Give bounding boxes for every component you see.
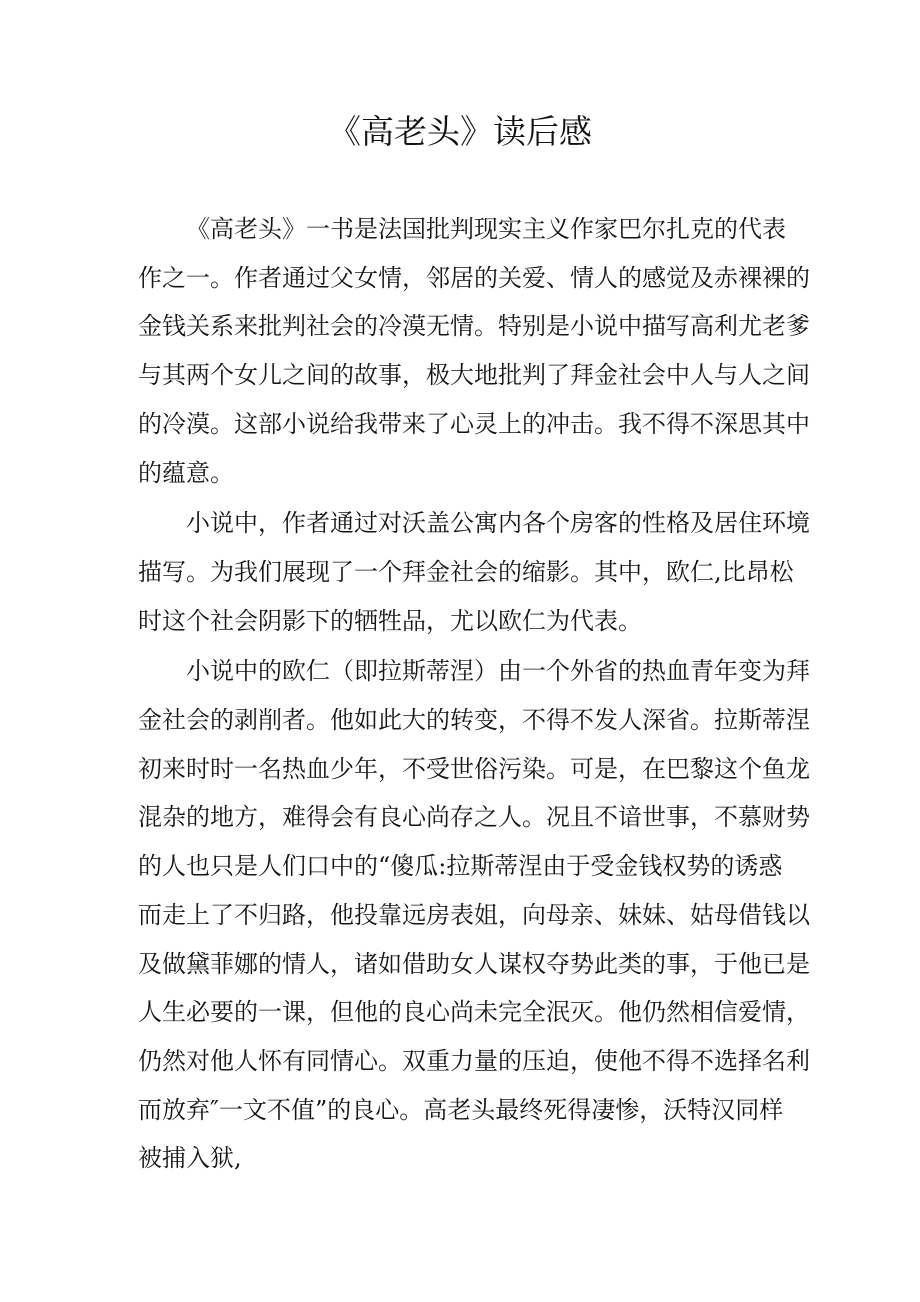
paragraph-line: 与其两个女儿之间的故事，极大地批判了拜金社会中人与人之间: [138, 361, 810, 390]
paragraph-line: 的人也只是人们口中的“傻瓜:拉斯蒂涅由于受金钱权势的诱惑: [138, 852, 783, 881]
paragraph-line: 金社会的剥削者。他如此大的转变，不得不发人深省。拉斯蒂涅: [138, 706, 810, 735]
paragraph-line: 被捕入狱,: [138, 1144, 242, 1173]
paragraph-1: [138, 205, 810, 497]
paragraph-line: 的冷漠。这部小说给我带来了心灵上的冲击。我不得不深思其中: [138, 409, 810, 438]
paragraph-line: 而放弃″一文不值”的良心。高老头最终死得凄惨，沃特汉同样: [138, 1095, 784, 1124]
paragraph-line: 小说中的欧仁（即拉斯蒂涅）由一个外省的热血青年变为拜: [186, 657, 810, 686]
paragraph-line: 及做黛菲娜的情人，诸如借助女人谋权夺势此类的事，于他已是: [138, 949, 810, 978]
paragraph-line: 初来时时一名热血少年，不受世俗污染。可是，在巴黎这个鱼龙: [138, 754, 810, 783]
paragraph-line: 时这个社会阴影下的牺牲品，尤以欧仁为代表。: [138, 606, 642, 635]
paragraph-line: 仍然对他人怀有同情心。双重力量的压迫，使他不得不选择名利: [138, 1046, 810, 1075]
paragraph-line: 的蕴意。: [138, 458, 234, 487]
paragraph-line: 金钱关系来批判社会的冷漠无情。特别是小说中描写高利尤老爹: [138, 312, 810, 341]
document-title: 《高老头》读后感: [328, 112, 592, 151]
paragraph-line: 而走上了不归路，他投靠远房表姐，向母亲、妹妹、姑母借钱以: [138, 900, 810, 929]
document-body: [138, 205, 810, 1185]
paragraph-line: 作之一。作者通过父女情，邻居的关爱、情人的感觉及赤裸裸的: [138, 263, 810, 292]
paragraph-line: 混杂的地方，难得会有良心尚存之人。况且不谙世事，不慕财势: [138, 803, 810, 832]
paragraph-3: [138, 647, 810, 1183]
paragraph-line: 《高老头》一书是法国批判现实主义作家巴尔扎克的代表: [186, 215, 786, 243]
paragraph-2: [138, 499, 810, 645]
paragraph-line: 人生必要的一课，但他的良心尚未完全泯灭。他仍然相信爱情，: [138, 998, 810, 1027]
paragraph-line: 小说中，作者通过对沃盖公寓内各个房客的性格及居住环境: [186, 509, 810, 538]
paragraph-line: 描写。为我们展现了一个拜金社会的缩影。其中，欧仁,比昂松: [138, 557, 794, 586]
